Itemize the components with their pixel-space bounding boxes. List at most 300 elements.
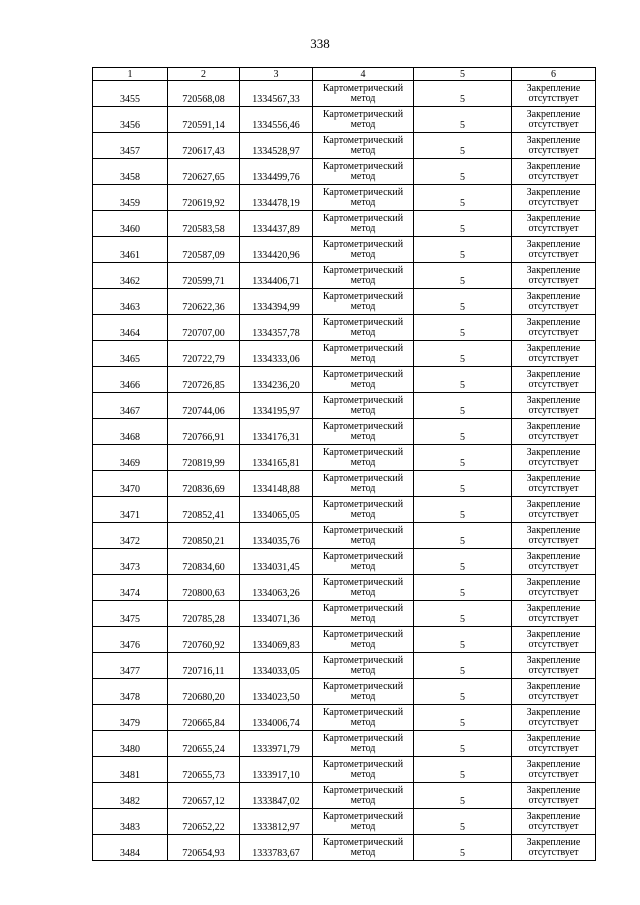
point-number-cell: 3458 [93, 159, 168, 185]
x-coordinate-cell: 720655,24 [168, 731, 240, 757]
fixation-cell-line-1: Закрепление [526, 446, 581, 458]
method-cell-line-1: Картометрический [322, 758, 404, 770]
fixation-cell [512, 731, 596, 757]
y-coordinate-cell: 1333971,79 [240, 731, 313, 757]
fixation-cell-line-1: Закрепление [526, 134, 581, 146]
point-number-cell: 3483 [93, 809, 168, 835]
table-row [93, 367, 596, 393]
method-cell-line-2: метод [350, 92, 376, 104]
method-cell-line-1: Картометрический [322, 238, 404, 250]
method-cell-line-1: Картометрический [322, 810, 404, 822]
fixation-cell [512, 367, 596, 393]
y-coordinate-cell: 1333917,10 [240, 757, 313, 783]
table-row [93, 315, 596, 341]
y-coordinate-cell: 1334499,76 [240, 159, 313, 185]
table-body [93, 81, 596, 861]
accuracy-cell: 5 [414, 419, 512, 445]
method-cell [313, 263, 414, 289]
method-cell-line-2: метод [350, 404, 376, 416]
table-row [93, 81, 596, 107]
fixation-cell-line-2: отсутствует [528, 352, 579, 364]
y-coordinate-cell: 1334035,76 [240, 523, 313, 549]
point-number-cell: 3456 [93, 107, 168, 133]
point-number-cell: 3468 [93, 419, 168, 445]
y-coordinate-cell: 1333847,02 [240, 783, 313, 809]
fixation-cell-line-1: Закрепление [526, 420, 581, 432]
table-row [93, 263, 596, 289]
column-header-4: 4 [313, 68, 414, 81]
fixation-cell-line-2: отсутствует [528, 456, 579, 468]
point-number-cell: 3469 [93, 445, 168, 471]
point-number-cell: 3463 [93, 289, 168, 315]
x-coordinate-cell: 720622,36 [168, 289, 240, 315]
method-cell [313, 393, 414, 419]
method-cell [313, 497, 414, 523]
accuracy-cell: 5 [414, 315, 512, 341]
x-coordinate-cell: 720785,28 [168, 601, 240, 627]
fixation-cell-line-2: отсутствует [528, 118, 579, 130]
method-cell-line-1: Картометрический [322, 524, 404, 536]
x-coordinate-cell: 720716,11 [168, 653, 240, 679]
method-cell-line-2: метод [350, 560, 376, 572]
y-coordinate-cell: 1334069,83 [240, 627, 313, 653]
method-cell-line-1: Картометрический [322, 342, 404, 354]
x-coordinate-cell: 720722,79 [168, 341, 240, 367]
point-number-cell: 3480 [93, 731, 168, 757]
point-number-cell: 3464 [93, 315, 168, 341]
accuracy-cell: 5 [414, 341, 512, 367]
method-cell [313, 549, 414, 575]
table-row [93, 159, 596, 185]
point-number-cell: 3477 [93, 653, 168, 679]
accuracy-cell: 5 [414, 783, 512, 809]
accuracy-cell: 5 [414, 133, 512, 159]
fixation-cell-line-1: Закрепление [526, 342, 581, 354]
y-coordinate-cell: 1334333,06 [240, 341, 313, 367]
table-row [93, 289, 596, 315]
accuracy-cell: 5 [414, 367, 512, 393]
method-cell-line-2: метод [350, 196, 376, 208]
column-header-3: 3 [240, 68, 313, 81]
fixation-cell-line-2: отсутствует [528, 144, 579, 156]
accuracy-cell: 5 [414, 289, 512, 315]
point-number-cell: 3467 [93, 393, 168, 419]
y-coordinate-cell: 1334023,50 [240, 679, 313, 705]
column-header-1: 1 [93, 68, 168, 81]
fixation-cell-line-1: Закрепление [526, 706, 581, 718]
method-cell-line-2: метод [350, 118, 376, 130]
x-coordinate-cell: 720654,93 [168, 835, 240, 861]
method-cell [313, 731, 414, 757]
fixation-cell [512, 237, 596, 263]
method-cell [313, 367, 414, 393]
accuracy-cell: 5 [414, 601, 512, 627]
method-cell [313, 445, 414, 471]
x-coordinate-cell: 720726,85 [168, 367, 240, 393]
column-header-6: 6 [512, 68, 596, 81]
accuracy-cell: 5 [414, 445, 512, 471]
method-cell [313, 783, 414, 809]
table-header [93, 68, 596, 81]
method-cell-line-1: Картометрический [322, 602, 404, 614]
point-number-cell: 3481 [93, 757, 168, 783]
fixation-cell-line-1: Закрепление [526, 472, 581, 484]
method-cell [313, 315, 414, 341]
accuracy-cell: 5 [414, 159, 512, 185]
fixation-cell [512, 679, 596, 705]
method-cell [313, 107, 414, 133]
fixation-cell [512, 757, 596, 783]
x-coordinate-cell: 720834,60 [168, 549, 240, 575]
fixation-cell-line-2: отсутствует [528, 378, 579, 390]
method-cell-line-2: метод [350, 586, 376, 598]
fixation-cell [512, 523, 596, 549]
fixation-cell-line-2: отсутствует [528, 326, 579, 338]
table-row [93, 835, 596, 861]
fixation-cell [512, 211, 596, 237]
fixation-cell-line-2: отсутствует [528, 638, 579, 650]
accuracy-cell: 5 [414, 705, 512, 731]
y-coordinate-cell: 1334148,88 [240, 471, 313, 497]
fixation-cell-line-2: отсутствует [528, 768, 579, 780]
point-number-cell: 3471 [93, 497, 168, 523]
column-header-5: 5 [414, 68, 512, 81]
fixation-cell-line-2: отсутствует [528, 482, 579, 494]
table-row [93, 601, 596, 627]
accuracy-cell: 5 [414, 107, 512, 133]
table-row [93, 445, 596, 471]
x-coordinate-cell: 720568,08 [168, 81, 240, 107]
accuracy-cell: 5 [414, 627, 512, 653]
fixation-cell-line-1: Закрепление [526, 654, 581, 666]
x-coordinate-cell: 720850,21 [168, 523, 240, 549]
y-coordinate-cell: 1333783,67 [240, 835, 313, 861]
point-number-cell: 3475 [93, 601, 168, 627]
fixation-cell-line-2: отсутствует [528, 742, 579, 754]
y-coordinate-cell: 1334006,74 [240, 705, 313, 731]
method-cell-line-1: Картометрический [322, 654, 404, 666]
fixation-cell-line-2: отсутствует [528, 560, 579, 572]
point-number-cell: 3479 [93, 705, 168, 731]
method-cell-line-1: Картометрический [322, 472, 404, 484]
fixation-cell-line-1: Закрепление [526, 264, 581, 276]
method-cell [313, 627, 414, 653]
table-row [93, 705, 596, 731]
method-cell [313, 679, 414, 705]
method-cell-line-2: метод [350, 456, 376, 468]
x-coordinate-cell: 720680,20 [168, 679, 240, 705]
fixation-cell-line-1: Закрепление [526, 290, 581, 302]
fixation-cell-line-1: Закрепление [526, 576, 581, 588]
method-cell [313, 523, 414, 549]
method-cell-line-1: Картометрический [322, 706, 404, 718]
method-cell-line-2: метод [350, 274, 376, 286]
point-number-cell: 3462 [93, 263, 168, 289]
method-cell-line-1: Картометрический [322, 290, 404, 302]
fixation-cell-line-1: Закрепление [526, 758, 581, 770]
accuracy-cell: 5 [414, 497, 512, 523]
fixation-cell-line-2: отсутствует [528, 612, 579, 624]
method-cell [313, 133, 414, 159]
fixation-cell-line-2: отсутствует [528, 404, 579, 416]
point-number-cell: 3470 [93, 471, 168, 497]
x-coordinate-cell: 720744,06 [168, 393, 240, 419]
fixation-cell [512, 471, 596, 497]
method-cell-line-2: метод [350, 170, 376, 182]
table-row [93, 211, 596, 237]
fixation-cell [512, 289, 596, 315]
fixation-cell-line-2: отсутствует [528, 222, 579, 234]
method-cell-line-1: Картометрический [322, 680, 404, 692]
fixation-cell-line-1: Закрепление [526, 550, 581, 562]
method-cell-line-1: Картометрический [322, 264, 404, 276]
accuracy-cell: 5 [414, 757, 512, 783]
method-cell-line-2: метод [350, 768, 376, 780]
method-cell [313, 601, 414, 627]
x-coordinate-cell: 720665,84 [168, 705, 240, 731]
table-row [93, 653, 596, 679]
fixation-cell [512, 81, 596, 107]
y-coordinate-cell: 1334031,45 [240, 549, 313, 575]
fixation-cell [512, 445, 596, 471]
fixation-cell-line-2: отсутствует [528, 300, 579, 312]
method-cell-line-2: метод [350, 508, 376, 520]
fixation-cell-line-1: Закрепление [526, 836, 581, 848]
table-row [93, 549, 596, 575]
method-cell-line-2: метод [350, 352, 376, 364]
method-cell-line-1: Картометрический [322, 160, 404, 172]
fixation-cell-line-1: Закрепление [526, 524, 581, 536]
fixation-cell-line-2: отсутствует [528, 820, 579, 832]
table-row [93, 393, 596, 419]
x-coordinate-cell: 720587,09 [168, 237, 240, 263]
point-number-cell: 3482 [93, 783, 168, 809]
fixation-cell [512, 497, 596, 523]
x-coordinate-cell: 720591,14 [168, 107, 240, 133]
y-coordinate-cell: 1334071,36 [240, 601, 313, 627]
table-row [93, 419, 596, 445]
accuracy-cell: 5 [414, 679, 512, 705]
method-cell [313, 289, 414, 315]
fixation-cell [512, 705, 596, 731]
method-cell [313, 211, 414, 237]
method-cell-line-2: метод [350, 690, 376, 702]
point-number-cell: 3473 [93, 549, 168, 575]
x-coordinate-cell: 720766,91 [168, 419, 240, 445]
fixation-cell [512, 601, 596, 627]
header-row [93, 68, 596, 81]
accuracy-cell: 5 [414, 809, 512, 835]
method-cell-line-1: Картометрический [322, 550, 404, 562]
accuracy-cell: 5 [414, 523, 512, 549]
table-row [93, 471, 596, 497]
point-number-cell: 3465 [93, 341, 168, 367]
table-row [93, 237, 596, 263]
accuracy-cell: 5 [414, 185, 512, 211]
fixation-cell-line-1: Закрепление [526, 108, 581, 120]
fixation-cell [512, 133, 596, 159]
fixation-cell-line-1: Закрепление [526, 810, 581, 822]
method-cell [313, 705, 414, 731]
method-cell [313, 159, 414, 185]
x-coordinate-cell: 720657,12 [168, 783, 240, 809]
table-row [93, 107, 596, 133]
x-coordinate-cell: 720852,41 [168, 497, 240, 523]
method-cell-line-2: метод [350, 742, 376, 754]
x-coordinate-cell: 720655,73 [168, 757, 240, 783]
point-number-cell: 3455 [93, 81, 168, 107]
y-coordinate-cell: 1334528,97 [240, 133, 313, 159]
method-cell-line-1: Картометрический [322, 134, 404, 146]
fixation-cell [512, 263, 596, 289]
method-cell-line-2: метод [350, 430, 376, 442]
fixation-cell-line-2: отсутствует [528, 586, 579, 598]
method-cell [313, 185, 414, 211]
x-coordinate-cell: 720760,92 [168, 627, 240, 653]
fixation-cell [512, 185, 596, 211]
y-coordinate-cell: 1334236,20 [240, 367, 313, 393]
table-row [93, 757, 596, 783]
column-header-2: 2 [168, 68, 240, 81]
fixation-cell-line-1: Закрепление [526, 498, 581, 510]
x-coordinate-cell: 720583,58 [168, 211, 240, 237]
method-cell-line-2: метод [350, 222, 376, 234]
fixation-cell-line-2: отсутствует [528, 92, 579, 104]
accuracy-cell: 5 [414, 653, 512, 679]
method-cell-line-2: метод [350, 664, 376, 676]
x-coordinate-cell: 720800,63 [168, 575, 240, 601]
table-row [93, 497, 596, 523]
table-row [93, 679, 596, 705]
method-cell-line-2: метод [350, 326, 376, 338]
y-coordinate-cell: 1334165,81 [240, 445, 313, 471]
point-number-cell: 3460 [93, 211, 168, 237]
method-cell-line-2: метод [350, 820, 376, 832]
fixation-cell-line-1: Закрепление [526, 784, 581, 796]
fixation-cell [512, 419, 596, 445]
point-number-cell: 3466 [93, 367, 168, 393]
method-cell-line-1: Картометрический [322, 420, 404, 432]
x-coordinate-cell: 720836,69 [168, 471, 240, 497]
table-row [93, 575, 596, 601]
fixation-cell [512, 809, 596, 835]
fixation-cell-line-1: Закрепление [526, 394, 581, 406]
accuracy-cell: 5 [414, 263, 512, 289]
fixation-cell [512, 575, 596, 601]
point-number-cell: 3459 [93, 185, 168, 211]
method-cell-line-1: Картометрический [322, 82, 404, 94]
table-row [93, 783, 596, 809]
fixation-cell [512, 393, 596, 419]
fixation-cell-line-2: отсутствует [528, 508, 579, 520]
fixation-cell-line-1: Закрепление [526, 680, 581, 692]
point-number-cell: 3474 [93, 575, 168, 601]
method-cell-line-2: метод [350, 144, 376, 156]
y-coordinate-cell: 1334567,33 [240, 81, 313, 107]
coordinates-table [92, 67, 596, 861]
fixation-cell-line-2: отсутствует [528, 690, 579, 702]
method-cell-line-2: метод [350, 300, 376, 312]
accuracy-cell: 5 [414, 211, 512, 237]
fixation-cell-line-2: отсутствует [528, 430, 579, 442]
method-cell-line-2: метод [350, 846, 376, 858]
fixation-cell-line-2: отсутствует [528, 274, 579, 286]
method-cell [313, 575, 414, 601]
method-cell-line-1: Картометрический [322, 212, 404, 224]
y-coordinate-cell: 1334357,78 [240, 315, 313, 341]
table-row [93, 341, 596, 367]
method-cell [313, 471, 414, 497]
fixation-cell [512, 783, 596, 809]
fixation-cell-line-1: Закрепление [526, 368, 581, 380]
method-cell-line-2: метод [350, 248, 376, 260]
table-row [93, 133, 596, 159]
fixation-cell-line-2: отсутствует [528, 716, 579, 728]
fixation-cell-line-1: Закрепление [526, 732, 581, 744]
fixation-cell-line-1: Закрепление [526, 160, 581, 172]
y-coordinate-cell: 1334176,31 [240, 419, 313, 445]
accuracy-cell: 5 [414, 575, 512, 601]
y-coordinate-cell: 1334478,19 [240, 185, 313, 211]
fixation-cell [512, 159, 596, 185]
method-cell [313, 757, 414, 783]
y-coordinate-cell: 1334556,46 [240, 107, 313, 133]
method-cell [313, 341, 414, 367]
method-cell [313, 419, 414, 445]
fixation-cell [512, 341, 596, 367]
method-cell-line-2: метод [350, 534, 376, 546]
page-number: 338 [310, 36, 330, 51]
x-coordinate-cell: 720707,00 [168, 315, 240, 341]
method-cell-line-2: метод [350, 378, 376, 390]
y-coordinate-cell: 1334063,26 [240, 575, 313, 601]
method-cell-line-1: Картометрический [322, 368, 404, 380]
x-coordinate-cell: 720652,22 [168, 809, 240, 835]
method-cell [313, 835, 414, 861]
point-number-cell: 3457 [93, 133, 168, 159]
point-number-cell: 3472 [93, 523, 168, 549]
y-coordinate-cell: 1334033,05 [240, 653, 313, 679]
fixation-cell-line-2: отсутствует [528, 794, 579, 806]
table-row [93, 523, 596, 549]
point-number-cell: 3461 [93, 237, 168, 263]
accuracy-cell: 5 [414, 471, 512, 497]
y-coordinate-cell: 1334394,99 [240, 289, 313, 315]
method-cell-line-2: метод [350, 482, 376, 494]
method-cell [313, 653, 414, 679]
fixation-cell-line-2: отсутствует [528, 534, 579, 546]
accuracy-cell: 5 [414, 835, 512, 861]
fixation-cell-line-1: Закрепление [526, 628, 581, 640]
fixation-cell [512, 107, 596, 133]
fixation-cell-line-2: отсутствует [528, 846, 579, 858]
accuracy-cell: 5 [414, 549, 512, 575]
method-cell-line-2: метод [350, 638, 376, 650]
y-coordinate-cell: 1333812,97 [240, 809, 313, 835]
y-coordinate-cell: 1334437,89 [240, 211, 313, 237]
accuracy-cell: 5 [414, 81, 512, 107]
method-cell-line-1: Картометрический [322, 316, 404, 328]
fixation-cell-line-2: отсутствует [528, 248, 579, 260]
method-cell-line-1: Картометрический [322, 446, 404, 458]
x-coordinate-cell: 720617,43 [168, 133, 240, 159]
point-number-cell: 3484 [93, 835, 168, 861]
method-cell-line-1: Картометрический [322, 108, 404, 120]
method-cell-line-1: Картометрический [322, 836, 404, 848]
table-row [93, 809, 596, 835]
fixation-cell-line-2: отсутствует [528, 664, 579, 676]
x-coordinate-cell: 720619,92 [168, 185, 240, 211]
